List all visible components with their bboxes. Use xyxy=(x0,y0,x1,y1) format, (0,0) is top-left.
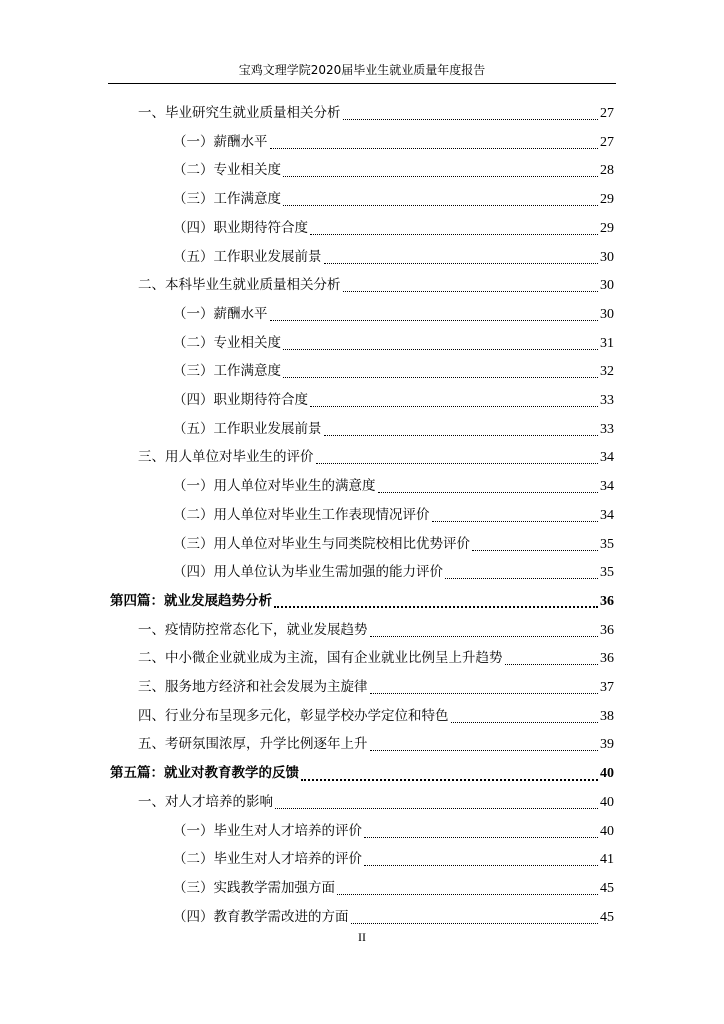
toc-entry-page: 35 xyxy=(600,565,614,581)
toc-entry-title: 五、考研氛围浓厚，升学比例逐年上升 xyxy=(138,736,368,753)
toc-entry-title: （一）毕业生对人才培养的评价 xyxy=(173,822,362,839)
toc-entry-page: 45 xyxy=(600,909,614,925)
toc-entry-title: （二）专业相关度 xyxy=(173,334,281,351)
toc-entry-title: （二）用人单位对毕业生工作表现情况评价 xyxy=(173,506,430,523)
toc-leader-dots xyxy=(283,348,598,350)
header-title: 宝鸡文理学院2020届毕业生就业质量年度报告 xyxy=(238,63,486,77)
toc-entry-page: 30 xyxy=(600,306,614,322)
toc-entry[interactable] xyxy=(138,643,614,673)
toc-leader-dots xyxy=(324,434,599,436)
toc-entry-page: 34 xyxy=(600,507,614,523)
toc-entry-title: （四）职业期待符合度 xyxy=(173,219,308,236)
toc-entry-page: 33 xyxy=(600,393,614,408)
toc-entry[interactable] xyxy=(173,155,614,185)
toc-entry[interactable] xyxy=(173,816,614,846)
toc-entry-page: 31 xyxy=(600,335,614,351)
toc-entry-title: （五）工作职业发展前景 xyxy=(173,420,322,437)
toc-entry[interactable] xyxy=(173,213,614,243)
toc-leader-dots xyxy=(343,290,599,292)
toc-entry-title: （四）用人单位认为毕业生需加强的能力评价 xyxy=(173,564,443,581)
toc-leader-dots xyxy=(343,118,599,120)
toc-entry-title: 二、本科毕业生就业质量相关分析 xyxy=(138,277,341,294)
toc-entry-page: 40 xyxy=(600,766,614,782)
toc-leader-dots xyxy=(301,778,598,781)
toc-entry-page: 28 xyxy=(600,163,614,179)
toc-entry-title: （三）用人单位对毕业生与同类院校相比优势评价 xyxy=(173,535,470,552)
toc-entry[interactable] xyxy=(173,902,614,932)
toc-entry-page: 45 xyxy=(600,880,614,896)
toc-leader-dots xyxy=(351,922,599,924)
toc-entry[interactable] xyxy=(173,844,614,874)
toc-leader-dots xyxy=(472,549,598,551)
toc-entry[interactable] xyxy=(138,701,614,731)
toc-entry[interactable] xyxy=(138,787,614,817)
toc-entry[interactable] xyxy=(173,299,614,329)
toc-entry[interactable] xyxy=(173,873,614,903)
toc-leader-dots xyxy=(364,864,598,866)
toc-entry-title: （一）薪酬水平 xyxy=(173,305,268,322)
toc-entry-page: 36 xyxy=(600,622,614,638)
toc-entry-title: 一、对人才培养的影响 xyxy=(138,793,273,810)
toc-entry[interactable] xyxy=(138,729,614,759)
toc-entry[interactable] xyxy=(138,672,614,702)
toc-leader-dots xyxy=(432,520,599,522)
toc-leader-dots xyxy=(283,376,598,378)
toc-entry-page: 30 xyxy=(600,249,614,265)
toc-leader-dots xyxy=(445,577,598,579)
toc-entry[interactable] xyxy=(138,270,614,300)
toc-entry-page: 41 xyxy=(600,852,614,868)
toc-entry-title: （一）薪酬水平 xyxy=(173,133,268,150)
toc-entry[interactable] xyxy=(173,500,614,530)
toc-entry[interactable] xyxy=(173,471,614,501)
toc-entry[interactable] xyxy=(173,356,614,386)
toc-entry-title: 第四篇：就业发展趋势分析 xyxy=(110,592,272,609)
toc-leader-dots xyxy=(370,749,599,751)
toc-entry[interactable] xyxy=(110,758,614,788)
toc-leader-dots xyxy=(310,405,598,407)
toc-entry-page: 36 xyxy=(600,651,614,667)
toc-entry-page: 40 xyxy=(600,794,614,810)
toc-entry-title: （二）毕业生对人才培养的评价 xyxy=(173,851,362,868)
toc-entry-page: 35 xyxy=(600,536,614,552)
toc-entry-title: 一、疫情防控常态化下，就业发展趋势 xyxy=(138,621,368,638)
toc-entry[interactable] xyxy=(138,442,614,472)
toc-entry-title: （五）工作职业发展前景 xyxy=(173,248,322,265)
toc-entry-page: 27 xyxy=(600,106,614,121)
toc-entry-page: 34 xyxy=(600,450,614,466)
toc-entry-title: 三、用人单位对毕业生的评价 xyxy=(138,449,314,466)
toc-leader-dots xyxy=(316,462,599,464)
toc-entry-title: （三）工作满意度 xyxy=(173,191,281,208)
toc-entry-title: （二）专业相关度 xyxy=(173,162,281,179)
toc-entry-page: 30 xyxy=(600,278,614,294)
toc-entry-page: 38 xyxy=(600,708,614,724)
toc-entry[interactable] xyxy=(173,184,614,214)
toc-entry[interactable] xyxy=(173,328,614,358)
toc-entry[interactable] xyxy=(173,414,614,444)
toc-entry-page: 29 xyxy=(600,192,614,208)
toc-entry-title: （三）工作满意度 xyxy=(173,363,281,380)
toc-leader-dots xyxy=(370,692,599,694)
toc-leader-dots xyxy=(274,605,598,608)
toc-entry-title: （四）职业期待符合度 xyxy=(173,392,308,408)
toc-entry[interactable] xyxy=(138,615,614,645)
toc-entry[interactable] xyxy=(138,98,614,128)
toc-entry[interactable] xyxy=(110,586,614,616)
toc-entry-title: 三、服务地方经济和社会发展为主旋律 xyxy=(138,679,368,695)
toc-entry-page: 39 xyxy=(600,737,614,753)
toc-entry-page: 37 xyxy=(600,680,614,695)
toc-entry-title: 第五篇：就业对教育教学的反馈 xyxy=(110,765,299,782)
toc-leader-dots xyxy=(283,204,598,206)
toc-entry-page: 29 xyxy=(600,220,614,236)
header-rule xyxy=(108,83,616,84)
toc-entry-page: 32 xyxy=(600,364,614,380)
toc-entry[interactable] xyxy=(173,529,614,559)
toc-entry[interactable] xyxy=(173,557,614,587)
toc-entry-title: 二、中小微企业就业成为主流，国有企业就业比例呈上升趋势 xyxy=(138,650,503,667)
toc-leader-dots xyxy=(337,893,598,895)
toc-entry[interactable] xyxy=(173,385,614,415)
toc-entry-title: （一）用人单位对毕业生的满意度 xyxy=(173,478,376,495)
toc-entry-title: 四、行业分布呈现多元化，彰显学校办学定位和特色 xyxy=(138,707,449,724)
toc-leader-dots xyxy=(310,233,598,235)
toc-entry-page: 36 xyxy=(600,593,614,609)
toc-entry-page: 33 xyxy=(600,421,614,437)
toc-leader-dots xyxy=(283,175,598,177)
toc-leader-dots xyxy=(370,635,599,637)
toc-leader-dots xyxy=(275,807,598,809)
toc-entry[interactable] xyxy=(173,127,614,157)
toc-leader-dots xyxy=(270,319,599,321)
toc-entry-title: （四）教育教学需改进的方面 xyxy=(173,908,349,925)
toc-leader-dots xyxy=(378,491,599,493)
toc-leader-dots xyxy=(364,836,598,838)
toc-leader-dots xyxy=(270,147,599,149)
toc-entry-title: （三）实践教学需加强方面 xyxy=(173,879,335,896)
toc-leader-dots xyxy=(451,721,599,723)
footer-page-number: II xyxy=(358,930,366,944)
toc-entry-title: 一、毕业研究生就业质量相关分析 xyxy=(138,105,341,121)
toc-leader-dots xyxy=(324,262,599,264)
toc-entry-page: 27 xyxy=(600,134,614,150)
toc-entry-page: 34 xyxy=(600,479,614,495)
toc-entry[interactable] xyxy=(173,242,614,272)
toc-leader-dots xyxy=(505,663,599,665)
toc-entry-page: 40 xyxy=(600,823,614,839)
